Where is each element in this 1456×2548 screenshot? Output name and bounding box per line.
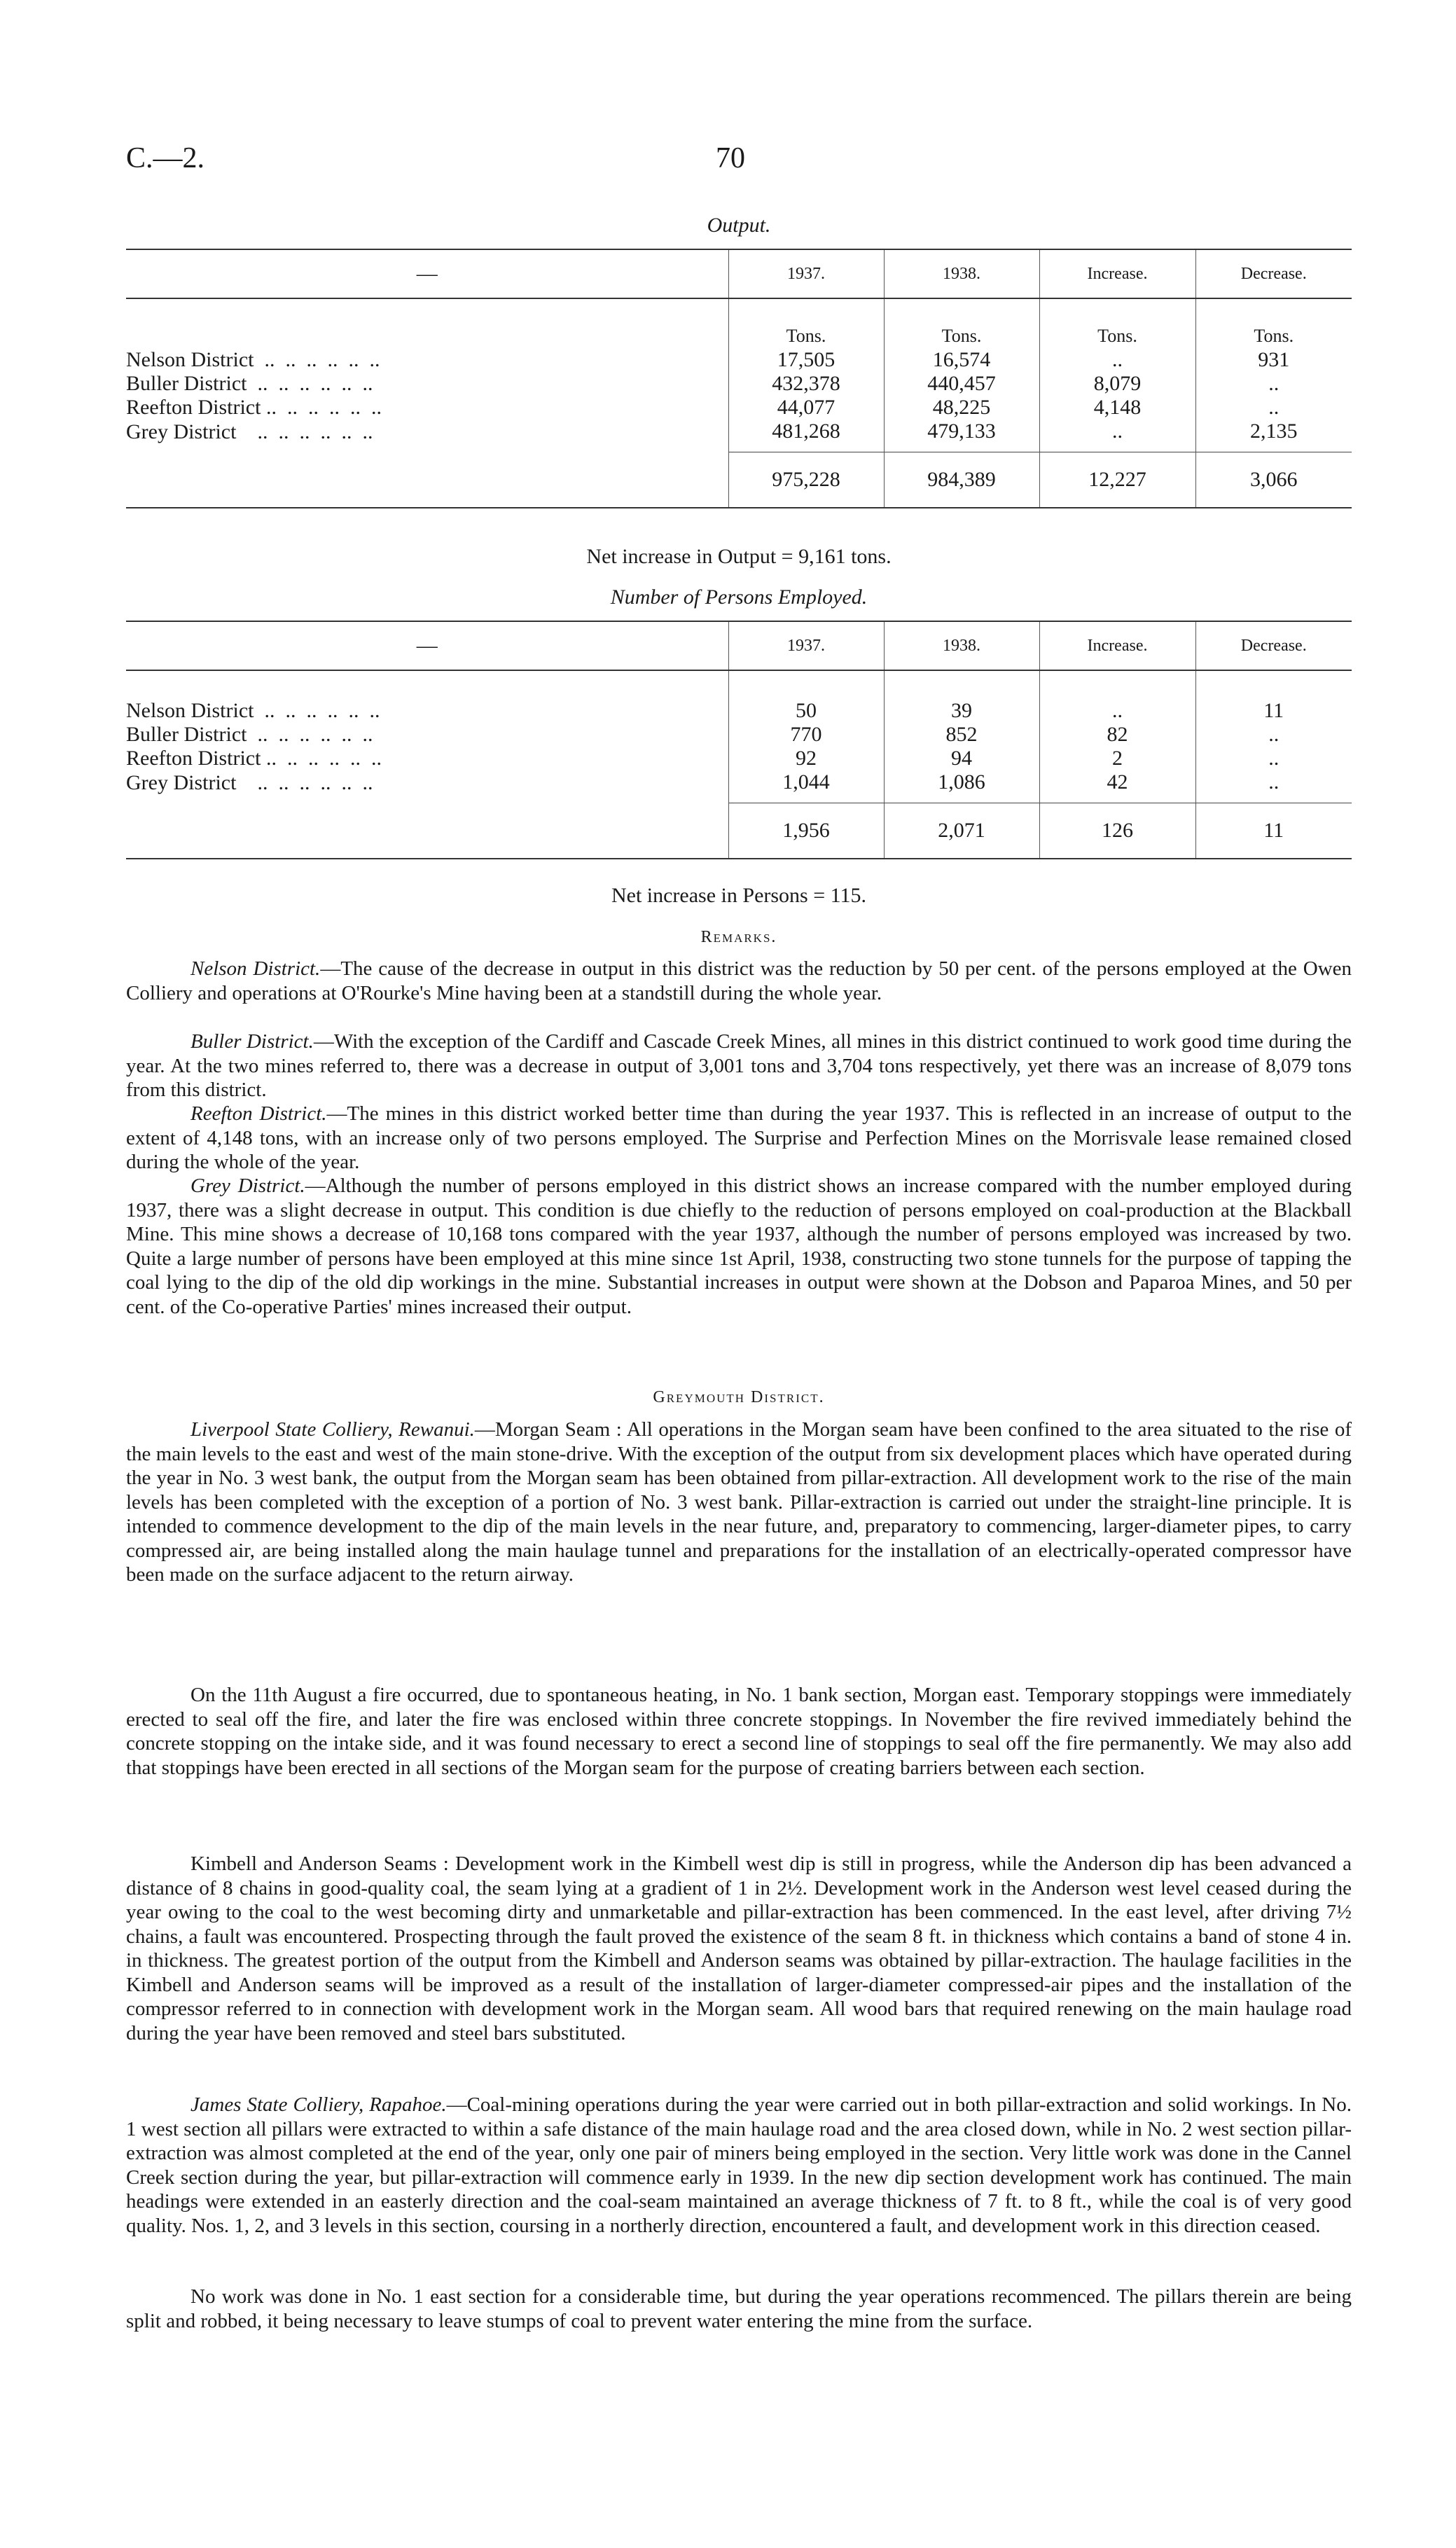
cell-increase: .. — [1039, 348, 1195, 372]
remarks-heading: Remarks. — [700, 928, 777, 946]
output-col-1938: 1938. — [884, 249, 1039, 298]
cell-1937: 770 — [728, 723, 884, 747]
cell-increase: .. — [1039, 420, 1195, 452]
greymouth-paragraph-liverpool — [126, 1418, 1352, 1587]
unit-label: Tons. — [728, 320, 884, 348]
persons-table-caption: Number of Persons Employed. — [610, 586, 868, 609]
paragraph-lead: James State Colliery, Rapahoe. — [190, 2093, 447, 2116]
paragraph-text: —The mines in this district worked better time than during the year 1937. This is reflected in an increase of output to the extent of 4,148 tons, with an increase only of two persons employed. The Surprise and Perfection Mines on the Morrisvale lease remained closed during the whole of the year. — [126, 1102, 1352, 1173]
total-1938: 984,389 — [884, 452, 1039, 508]
district-name: Reefton District .. .. .. .. .. .. — [126, 747, 382, 770]
total-increase: 12,227 — [1039, 452, 1195, 508]
cell-1937: 481,268 — [728, 420, 884, 452]
cell-1938: 48,225 — [884, 396, 1039, 420]
persons-header-row — [126, 621, 1352, 670]
greymouth-paragraph-east-section — [126, 2285, 1352, 2333]
output-net-increase: Net increase in Output = 9,161 tons. — [586, 545, 892, 568]
cell-1937: 92 — [728, 747, 884, 770]
table-row — [126, 699, 1352, 723]
cell-decrease: .. — [1195, 723, 1352, 747]
district-name: Nelson District .. .. .. .. .. .. — [126, 348, 380, 371]
persons-col-1937: 1937. — [728, 621, 884, 670]
paragraph-text: Kimbell and Anderson Seams : Development work in the Kimbell west dip is still in progress, while the Anderson dip has been advanced a distance of 8 chains in good-quality coal, the seam lying at a gradient of 1 in 2½. Development work in the Anderson west level ceased during the year owing to the coal to the west becoming dirty and unmarketable and pillar-extraction has been commenced. In the east level, after driving 7½ chains, a fault was encountered. Prospecting through the fault proved the existence of the seam 8 ft. in thickness which contains a band of stone 4 in. in thickness. The greatest portion of the output from the Kimbell and Anderson seams was obtained by pillar-extraction. The haulage facilities in the Kimbell and Anderson seams will be improved as a result of the installation of larger-diameter compressed-air pipes and the installation of the compressor referred to in connection with development work in the Morgan seam. All wood bars that required renewing on the main haulage road during the year have been removed and steel bars substituted. — [126, 1853, 1352, 2044]
totals-row — [126, 452, 1352, 508]
cell-decrease: 2,135 — [1195, 420, 1352, 452]
cell-1938: 852 — [884, 723, 1039, 747]
persons-col-decrease: Decrease. — [1195, 621, 1352, 670]
cell-increase: 82 — [1039, 723, 1195, 747]
cell-1938: 39 — [884, 699, 1039, 723]
output-col-increase: Increase. — [1039, 249, 1195, 298]
table-row — [126, 747, 1352, 770]
unit-label: Tons. — [1195, 320, 1352, 348]
persons-col-1938: 1938. — [884, 621, 1039, 670]
remarks-paragraph-buller — [126, 1030, 1352, 1102]
district-name: Grey District .. .. .. .. .. .. — [126, 420, 373, 443]
paragraph-lead: Reefton District. — [190, 1102, 327, 1125]
table-row — [126, 420, 1352, 452]
cell-decrease: .. — [1195, 747, 1352, 770]
cell-increase: 8,079 — [1039, 372, 1195, 396]
table-row — [126, 770, 1352, 803]
remarks-paragraph-reefton — [126, 1102, 1352, 1175]
cell-increase: .. — [1039, 699, 1195, 723]
cell-increase: 2 — [1039, 747, 1195, 770]
output-header-row — [126, 249, 1352, 298]
persons-col-district: — — [126, 621, 728, 670]
table-row — [126, 723, 1352, 747]
table-row — [126, 348, 1352, 372]
paragraph-text: —Morgan Seam : All operations in the Morgan seam have been confined to the area situated to the rise of the main levels to the east and west of the main stone-drive. With the exception of the output from six development places which have operated during the year in No. 3 west bank, the output from the Morgan seam has been obtained from pillar-extraction. All development work to the rise of the main levels has been completed with the exception of a portion of No. 3 west bank. Pillar-extraction is carried out under the straight-line principle. It is intended to commence development to the dip of the main levels in the near future, and, preparatory to commencing, larger-diameter pipes, to carry compressed air, are being installed along the main haulage tunnel and preparations for the installation of an electrically-operated compressor have been made on the surface adjacent to the return airway. — [126, 1418, 1352, 1586]
table-row — [126, 372, 1352, 396]
totals-row — [126, 803, 1352, 859]
district-name: Buller District .. .. .. .. .. .. — [126, 723, 373, 746]
cell-decrease: 11 — [1195, 699, 1352, 723]
total-decrease: 3,066 — [1195, 452, 1352, 508]
remarks-paragraph-grey — [126, 1174, 1352, 1319]
cell-increase: 4,148 — [1039, 396, 1195, 420]
cell-increase: 42 — [1039, 770, 1195, 803]
document-code: C.—2. — [126, 142, 205, 174]
cell-1937: 432,378 — [728, 372, 884, 396]
paragraph-text: No work was done in No. 1 east section for a considerable time, but during the year operations recommenced. The pillars therein are being split and robbed, it being necessary to leave stumps of coal to prevent water entering the mine from the surface. — [126, 2285, 1352, 2332]
cell-1938: 440,457 — [884, 372, 1039, 396]
cell-1937: 50 — [728, 699, 884, 723]
cell-1938: 94 — [884, 747, 1039, 770]
persons-col-increase: Increase. — [1039, 621, 1195, 670]
paragraph-text: —Coal-mining operations during the year were carried out in both pillar-extraction and solid workings. In No. 1 west section all pillars were extracted to within a safe distance of the main haulage road and the area closed down, while in No. 2 west section pillar-extraction was almost completed at the end of the year, only one pair of miners being employed in the section. Very little work was done in the Cannel Creek section during the year, but pillar-extraction will commence early in 1939. In the new dip section development work has continued. The main headings were extended in an easterly direction and the coal-seam maintained an average thickness of 7 ft. to 8 ft., while the coal is of very good quality. Nos. 1, 2, and 3 levels in this section, coursing in a northerly direction, encountered a fault, and development work in this direction ceased. — [126, 2093, 1352, 2237]
greymouth-paragraph-james — [126, 2093, 1352, 2238]
district-name: Reefton District .. .. .. .. .. .. — [126, 396, 382, 419]
total-decrease: 11 — [1195, 803, 1352, 859]
total-1937: 1,956 — [728, 803, 884, 859]
cell-1938: 16,574 — [884, 348, 1039, 372]
total-1938: 2,071 — [884, 803, 1039, 859]
output-table — [126, 249, 1352, 508]
output-units-row — [126, 320, 1352, 348]
cell-1937: 17,505 — [728, 348, 884, 372]
paragraph-lead: Buller District. — [190, 1030, 314, 1053]
paragraph-lead: Nelson District. — [190, 957, 321, 980]
paragraph-text: —Although the number of persons employed in this district shows an increase compared with the number employed during 1937, there was a slight decrease in output. This condition is due chiefly to the reduction of persons employed on coal-production at the Blackball Mine. This mine shows a decrease of 10,168 tons compared with the year 1937, although the number of persons employed was increased by two. Quite a large number of persons have been employed at this mine since 1st April, 1938, constructing two stone tunnels for the purpose of tapping the coal lying to the dip of the old dip workings in the mine. Substantial increases in output were shown at the Dobson and Paparoa Mines, and 50 per cent. of the Co-operative Parties' mines increased their output. — [126, 1175, 1352, 1318]
district-name: Grey District .. .. .. .. .. .. — [126, 770, 373, 794]
greymouth-paragraph-fire — [126, 1683, 1352, 1780]
page-number: 70 — [716, 142, 745, 174]
paragraph-lead: Liverpool State Colliery, Rewanui. — [190, 1418, 475, 1441]
cell-1938: 479,133 — [884, 420, 1039, 452]
district-name: Buller District .. .. .. .. .. .. — [126, 372, 373, 395]
paragraph-text: —With the exception of the Cardiff and Cascade Creek Mines, all mines in this district continued to work good time during the year. At the two mines referred to, there was a decrease in output of 3,001 tons and 3,704 tons respectively, yet there was an increase of 8,079 tons from this district. — [126, 1030, 1352, 1101]
output-col-decrease: Decrease. — [1195, 249, 1352, 298]
greymouth-heading: Greymouth District. — [653, 1388, 825, 1406]
unit-label: Tons. — [1039, 320, 1195, 348]
cell-decrease: .. — [1195, 372, 1352, 396]
district-name: Nelson District .. .. .. .. .. .. — [126, 699, 380, 722]
total-increase: 126 — [1039, 803, 1195, 859]
cell-decrease: .. — [1195, 396, 1352, 420]
greymouth-paragraph-kimbell — [126, 1852, 1352, 2045]
persons-table — [126, 621, 1352, 859]
total-1937: 975,228 — [728, 452, 884, 508]
unit-label: Tons. — [884, 320, 1039, 348]
output-table-caption: Output. — [707, 214, 771, 237]
cell-1937: 44,077 — [728, 396, 884, 420]
persons-net-increase: Net increase in Persons = 115. — [611, 884, 867, 907]
paragraph-lead: Grey District. — [190, 1175, 305, 1197]
cell-1937: 1,044 — [728, 770, 884, 803]
table-row — [126, 396, 1352, 420]
remarks-paragraph-nelson — [126, 957, 1352, 1005]
paragraph-text: On the 11th August a fire occurred, due to spontaneous heating, in No. 1 bank section, Morgan east. Temporary stoppings were immediately erected to seal off the fire, and later the fire was enclosed within three concrete stoppings. In November the fire revived immediately behind the concrete stopping on the intake side, and it was found necessary to erect a second line of stoppings to seal off the fire permanently. We may also add that stoppings have been erected in all sections of the Morgan seam for the purpose of creating barriers between each section. — [126, 1684, 1352, 1779]
cell-1938: 1,086 — [884, 770, 1039, 803]
cell-decrease: .. — [1195, 770, 1352, 803]
output-col-district: — — [126, 249, 728, 298]
output-col-1937: 1937. — [728, 249, 884, 298]
cell-decrease: 931 — [1195, 348, 1352, 372]
paragraph-text: —The cause of the decrease in output in this district was the reduction by 50 per cent. of the persons employed at the Owen Colliery and operations at O'Rourke's Mine having been at a standstill during the whole year. — [126, 957, 1352, 1004]
